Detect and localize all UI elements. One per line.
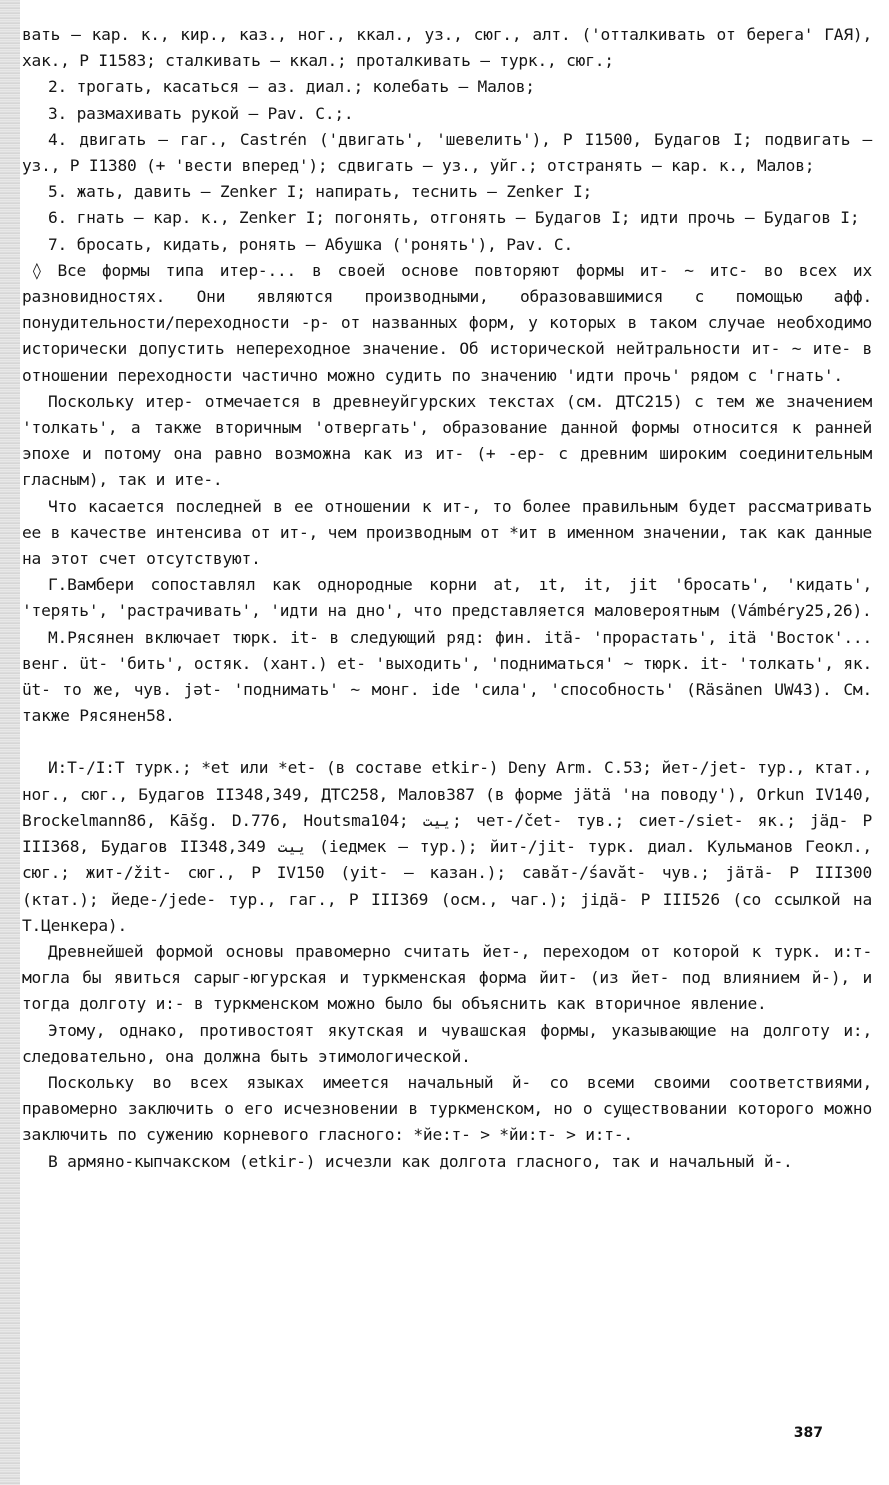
page-number: 387 xyxy=(793,1425,823,1441)
paragraph: М.Рясянен включает тюрк. it- в следующий ряд: фин. itä- 'прорастать', itä 'Восток'... венг. üt- 'бить', остяк. (хант.) et- 'выходить', 'подниматься' ~ тюрк. it- 'толкать', як. üt- то же, чув. jət- 'поднимать' ~ монг. ide 'сила', 'способность' (Räsänen UW43). См. также Рясянен58. xyxy=(22,627,872,726)
scan-edge-shadow xyxy=(0,0,20,1485)
paragraph: Поскольку во всех языках имеется начальный й- со всеми своими соответствиями, правомерно заключить о его исчезновении в туркменском, но о существовании которого можно заключить по сужению корневого гласного: *йе:т- > *йи:т- > и:т-. xyxy=(22,1072,872,1145)
paragraph: ◊ Все формы типа итер-... в своей основе повторяют формы ит- ~ итс- во всех их разновидностях. Они являются производными, образовавшимися с помощью афф. понудительности/переходности -р- от названных форм, у которых в таком случае необходимо исторически допустить непереходное значение. Об исторической нейтральности ит- ~ ите- в отношении переходности частично можно судить по значению 'идти прочь' рядом с 'гнать'. xyxy=(22,260,872,385)
paragraph: 3. размахивать рукой – Pav. C.;. xyxy=(48,103,354,123)
paragraph: И:Т-/I:T турк.; *et или *et- (в составе etkir-) Deny Arm. C.53; йет-/jet- тур., ктат., ног., сюг., Будагов II348,349, ДТС258, Малов387 (в форме jätä 'на поводу'), Orkun IV140, Brockelmann86, Kāšg. D.776, Houtsma104; ييت; чет-/čet- тув.; сиет-/siet- як.; jäд- Р III368, Будагов II348,349 ييت (iедмек – тур.); йит-/jit- турк. диал. Кульманов Геокл., сюг.; жит-/žit- сюг., Р IV150 (yit- – казан.); савăт-/śavăt- чув.; jäтä- Р III300 (ктат.); йеде-/jede- тур., гаг., Р III369 (осм., чаг.); jiдä- Р III526 (со ссылкой на Т.Ценкера). xyxy=(22,758,872,935)
paragraph: Что касается последней в ее отношении к ит-, то более правильным будет рассматривать ее в качестве интенсива от ит-, чем производным от *ит в именном значении, так как данные на этот счет отсутствуют. xyxy=(22,496,872,569)
paragraph: Поскольку итер- отмечается в древнеуйгурских текстах (см. ДТС215) с тем же значением 'толкать', а также вторичным 'отвергать', образование данной формы относится к ранней эпохе и потому она равно возможна как из ит- (+ -ер- с древним широким соединительным гласным), так и ите-. xyxy=(22,391,872,490)
paragraph: 4. двигать – гаг., Castrén ('двигать', 'шевелить'), Р I1500, Будагов I; подвигать – уз., Р I1380 (+ 'вести вперед'); сдвигать – уз., уйг.; отстранять – кар. к., Малов; xyxy=(22,129,872,176)
paragraph: 5. жать, давить – Zenker I; напирать, теснить – Zenker I; xyxy=(48,182,593,202)
paragraph: Г.Вамбери сопоставлял как однородные корни at, ıt, it, jit 'бросать', 'кидать', 'терять', 'растрачивать', 'идти на дно', что представляется маловероятным (Vámbéry25,26). xyxy=(22,575,872,621)
paragraph: В армяно-кыпчакском (etkir-) исчезли как долгота гласного, так и начальный й-. xyxy=(48,1151,793,1171)
paragraph: Этому, однако, противостоят якутская и чувашская формы, указывающие на долготу и:, следовательно, она должна быть этимологической. xyxy=(22,1020,872,1066)
paragraph: 6. гнать – кар. к., Zenker I; погонять, отгонять – Будагов I; идти прочь – Будагов I; xyxy=(48,208,860,228)
document-text xyxy=(22,22,872,1175)
paragraph: вать – кар. к., кир., каз., ног., ккал., уз., сюг., алт. ('отталкивать от берега' ГАЯ), хак., Р I1583; сталкивать – ккал.; проталкивать – турк., сюг.; xyxy=(22,25,872,71)
paragraph: Древнейшей формой основы правомерно считать йет-, переходом от которой к турк. и:т- могла бы явиться сарыг-югурская и туркменская форма йит- (из йет- под влиянием й-), и тогда долготу и:- в туркменском можно было бы объяснить как вторичное явление. xyxy=(22,941,872,1014)
paragraph: 7. бросать, кидать, ронять – Абушка ('ронять'), Pav. C. xyxy=(48,234,574,254)
paragraph: 2. трогать, касаться – аз. диал.; колебать – Малов; xyxy=(48,77,535,97)
section-gap xyxy=(22,729,872,755)
